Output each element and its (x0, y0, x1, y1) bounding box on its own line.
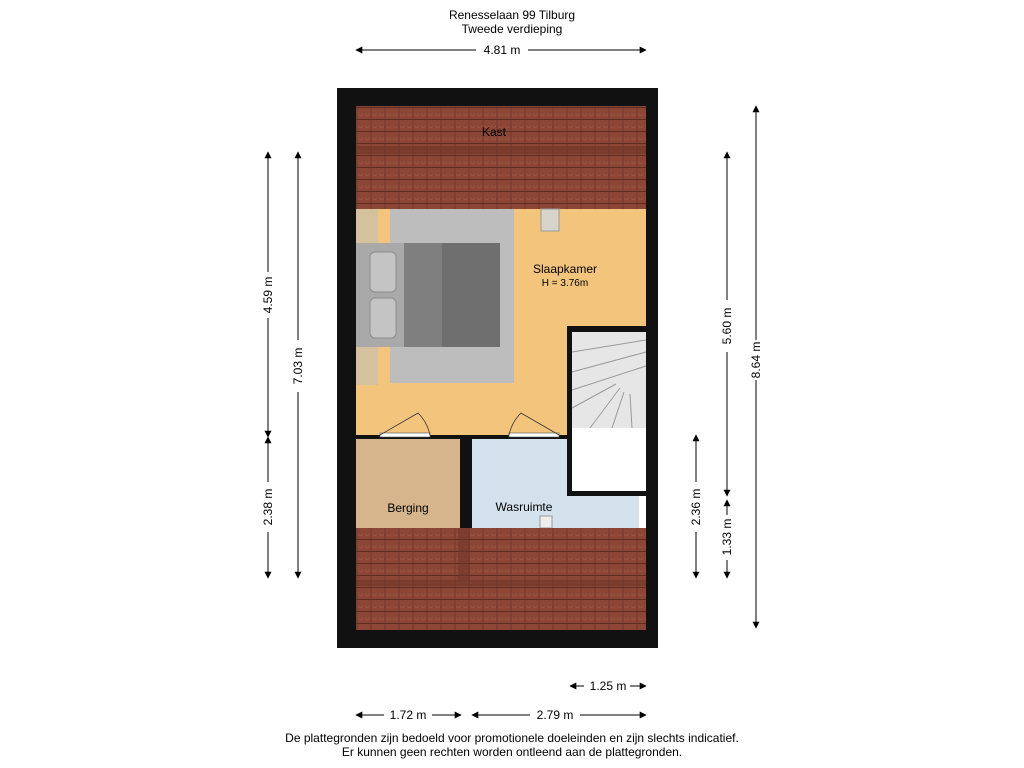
berging-wall (460, 439, 472, 528)
room-label-kast: Kast (481, 125, 506, 139)
room-label-berging: Berging (387, 501, 429, 515)
wasruimte-floor (472, 439, 567, 528)
dim-label-left-lower: 2.38 m (261, 488, 275, 526)
dim-label-left-total: 7.03 m (291, 347, 305, 385)
disclaimer-line-1: De plattegronden zijn bedoeld voor promotionele doeleinden en zijn slechts indicatief. (285, 731, 739, 745)
plan-title: Renesselaan 99 Tilburg (448, 8, 576, 22)
dim-label-top: 4.81 m (483, 43, 521, 57)
wasruimte-gap (639, 496, 646, 528)
pillow-2 (370, 298, 396, 338)
drain (540, 516, 552, 528)
dim-label-bottom-right: 2.79 m (536, 708, 574, 722)
stair-void (572, 428, 646, 491)
door-wasruimte (509, 433, 559, 437)
dim-label-right-lower-a: 2.36 m (689, 488, 703, 526)
roof-tiles-top (356, 106, 646, 209)
roof-divider (458, 528, 470, 580)
dim-label-right-upper: 5.60 m (720, 307, 734, 345)
dim-label-left-upper: 4.59 m (261, 276, 275, 314)
dim-label-bottom-small: 1.25 m (589, 679, 627, 693)
room-height-slaapkamer: H = 3.76m (541, 278, 589, 289)
door-berging (380, 433, 430, 437)
dim-label-bottom-left: 1.72 m (389, 708, 427, 722)
roof-ridge-bottom (356, 580, 646, 586)
room-label-wasruimte: Wasruimte (495, 500, 553, 514)
disclaimer-line-2: Er kunnen geen rechten worden ontleend aan de plattegronden. (341, 745, 683, 759)
room-label-slaapkamer: Slaapkamer (532, 262, 598, 276)
bed-blanket (442, 243, 500, 347)
chimney (541, 209, 559, 231)
wasruimte-floor-ext (567, 496, 639, 528)
floor-name: Tweede verdieping (461, 22, 563, 36)
dim-label-right-lower-b: 1.33 m (720, 518, 734, 556)
dim-label-right-total: 8.64 m (749, 341, 763, 379)
roof-ridge-top (356, 146, 646, 154)
roof-tiles-bottom (356, 528, 646, 630)
pillow-1 (370, 252, 396, 292)
